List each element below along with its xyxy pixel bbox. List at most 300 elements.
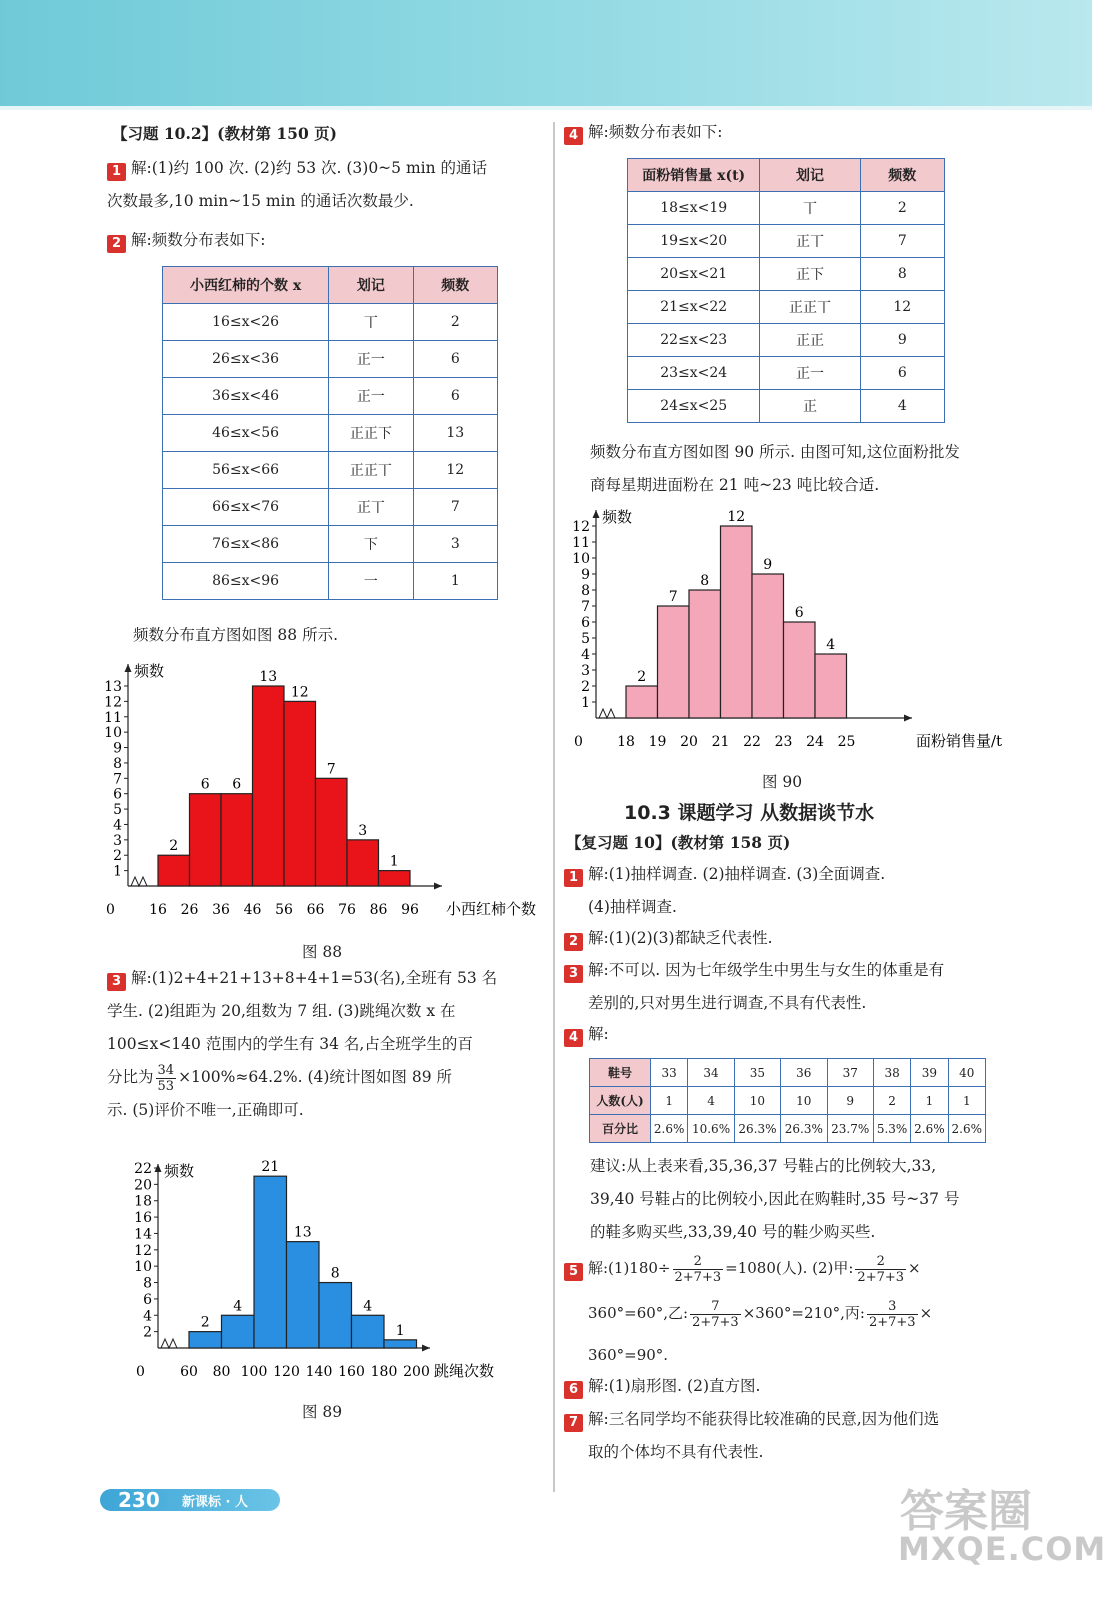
answer-text: × xyxy=(919,1304,933,1322)
y-tick-label: 6 xyxy=(581,615,590,631)
table-cell: 26.3% xyxy=(734,1115,780,1143)
table-cell: 10 xyxy=(781,1087,827,1115)
question-number-badge: 4 xyxy=(564,127,583,145)
fig90-caption: 图 90 xyxy=(762,773,803,791)
bar-value-label: 21 xyxy=(261,1159,280,1176)
table-cell: 20≤x<21 xyxy=(628,258,760,291)
table-cell: 正一 xyxy=(760,357,860,390)
table-cell: 12 xyxy=(860,291,944,324)
y-tick-label: 18 xyxy=(134,1193,152,1210)
origin-label: 0 xyxy=(136,1364,145,1380)
table-cell: 4 xyxy=(860,390,944,423)
table-row xyxy=(163,489,498,526)
table-cell: 4 xyxy=(688,1087,734,1115)
y-tick-label: 5 xyxy=(113,802,122,819)
histogram-bar xyxy=(347,840,379,886)
table-header-cell: 频数 xyxy=(860,159,944,192)
answer-text: × xyxy=(908,1259,921,1277)
review-question-4 xyxy=(564,1018,994,1051)
table-cell: 38 xyxy=(873,1059,910,1087)
answer-text: 商每星期进面粉在 21 吨~23 吨比较合适. xyxy=(590,476,880,494)
answer-text: 360°=90°. xyxy=(588,1346,669,1364)
fraction-denominator: 2+7+3 xyxy=(692,1314,739,1330)
x-tick-label: 25 xyxy=(837,734,856,750)
fraction-numerator: 34 xyxy=(157,1062,175,1078)
x-axis-arrow xyxy=(434,883,442,890)
x-tick-label: 19 xyxy=(648,734,667,750)
question-number-badge: 1 xyxy=(107,163,126,181)
origin-label: 0 xyxy=(106,902,115,918)
answer-text: 解:(1)约 100 次. (2)约 53 次. (3)0~5 min 的通话 xyxy=(131,159,488,177)
table-header-row xyxy=(163,267,498,304)
y-tick-label: 12 xyxy=(134,1242,152,1259)
table-cell: 26≤x<36 xyxy=(163,341,329,378)
y-tick-label: 10 xyxy=(104,725,122,742)
answer-text: 建议:从上表来看,35,36,37 号鞋占的比例较大,33, xyxy=(590,1157,937,1175)
x-tick-label: 46 xyxy=(243,902,262,918)
x-tick-label: 80 xyxy=(212,1364,231,1380)
table-cell: 13 xyxy=(413,415,497,452)
review-question-1 xyxy=(564,858,994,924)
y-tick-label: 6 xyxy=(113,786,122,803)
y-tick-label: 11 xyxy=(104,709,122,726)
table-cell: 2.6% xyxy=(911,1115,948,1143)
y-tick-label: 8 xyxy=(113,755,122,772)
table-cell: 12 xyxy=(413,452,497,489)
question-4 xyxy=(564,116,994,149)
y-tick-label: 22 xyxy=(134,1161,152,1177)
page-number: 230 xyxy=(118,1488,160,1512)
table-cell: 1 xyxy=(413,563,497,600)
table-cell: 21≤x<22 xyxy=(628,291,760,324)
x-tick-label: 26 xyxy=(180,902,199,918)
watermark-url: MXQE.COM xyxy=(898,1530,1106,1568)
question-number-badge: 2 xyxy=(564,933,583,951)
table-row xyxy=(590,1059,986,1087)
table-row xyxy=(628,390,945,423)
fraction xyxy=(156,1063,177,1094)
answer-text: 解:三名同学均不能获得比较准确的民意,因为他们选 xyxy=(588,1410,940,1428)
table-cell: 正 xyxy=(760,390,860,423)
table-cell: 正正丅 xyxy=(329,452,413,489)
x-tick-label: 24 xyxy=(806,734,824,750)
y-tick-label: 7 xyxy=(581,599,590,615)
question-number-badge: 6 xyxy=(564,1381,583,1399)
y-tick-label: 12 xyxy=(104,694,122,711)
table-cell: 正一 xyxy=(329,341,413,378)
table-cell: 6 xyxy=(413,341,497,378)
table-cell: 26.3% xyxy=(781,1115,827,1143)
bar-value-label: 6 xyxy=(200,776,210,793)
question-number-badge: 3 xyxy=(564,965,583,983)
question-1 xyxy=(107,152,547,218)
answer-text: 解:频数分布表如下: xyxy=(588,123,723,141)
table-cell: 22≤x<23 xyxy=(628,324,760,357)
y-tick-label: 2 xyxy=(143,1324,152,1341)
y-axis-label: 频数 xyxy=(134,662,165,680)
histogram-bar xyxy=(626,686,658,718)
fig90-intro xyxy=(590,436,1010,502)
table-cell: 36≤x<46 xyxy=(163,378,329,415)
answer-text: 解:(1)扇形图. (2)直方图. xyxy=(588,1377,761,1395)
review-question-7 xyxy=(564,1403,994,1469)
table-header-cell: 百分比 xyxy=(590,1115,651,1143)
bar-value-label: 7 xyxy=(326,761,336,778)
table-row xyxy=(628,192,945,225)
bar-value-label: 4 xyxy=(363,1298,373,1315)
y-tick-label: 16 xyxy=(134,1210,152,1227)
series-label: 新课标 · 人 xyxy=(182,1495,248,1510)
frequency-table-flour xyxy=(627,158,945,423)
x-tick-label: 96 xyxy=(401,902,419,918)
answer-text: 解:(1)180÷ xyxy=(588,1259,671,1277)
table-cell: 35 xyxy=(734,1059,780,1087)
answer-text: ×360°=210°,丙: xyxy=(742,1304,865,1322)
x-tick-label: 20 xyxy=(680,734,698,750)
y-tick-label: 5 xyxy=(581,631,590,647)
table-cell: 8 xyxy=(860,258,944,291)
table-cell: 1 xyxy=(948,1087,985,1115)
question-number-badge: 7 xyxy=(564,1414,583,1432)
answer-text: 解:不可以. 因为七年级学生中男生与女生的体重是有 xyxy=(588,961,945,979)
table-cell: 66≤x<76 xyxy=(163,489,329,526)
x-tick-label: 180 xyxy=(370,1364,398,1380)
bar-value-label: 8 xyxy=(700,573,710,589)
table-cell: 正丅 xyxy=(329,489,413,526)
histogram-bar xyxy=(158,855,190,886)
table-cell: 23.7% xyxy=(827,1115,873,1143)
fraction-numerator: 2 xyxy=(673,1254,724,1270)
bar-value-label: 12 xyxy=(727,509,746,525)
x-tick-label: 100 xyxy=(240,1364,268,1380)
y-tick-label: 13 xyxy=(104,679,122,695)
table-row xyxy=(163,452,498,489)
fig89-caption: 图 89 xyxy=(302,1403,343,1421)
histogram-bar xyxy=(352,1315,385,1348)
table-cell: 2 xyxy=(873,1087,910,1115)
answer-text: 360°=60°,乙: xyxy=(588,1304,689,1322)
bar-value-label: 2 xyxy=(169,838,179,855)
table-row xyxy=(628,357,945,390)
table-cell: 16≤x<26 xyxy=(163,304,329,341)
y-tick-label: 4 xyxy=(143,1308,152,1325)
y-tick-label: 9 xyxy=(581,567,590,583)
table-cell: 10.6% xyxy=(688,1115,734,1143)
question-number-badge: 5 xyxy=(564,1263,583,1281)
review-heading: 【复习题 10】(教材第 158 页) xyxy=(566,833,791,852)
answer-text: 39,40 号鞋占的比例较小,因此在购鞋时,35 号~37 号 xyxy=(590,1190,960,1208)
bar-value-label: 1 xyxy=(395,1322,405,1339)
table-row xyxy=(590,1115,986,1143)
review-question-2 xyxy=(564,922,994,955)
table-cell: 正正丅 xyxy=(760,291,860,324)
table-row xyxy=(628,258,945,291)
answer-text: 分比为 xyxy=(107,1068,154,1086)
histogram-bar xyxy=(752,574,784,718)
table-cell: 36 xyxy=(781,1059,827,1087)
answer-text: =1080(人). (2)甲: xyxy=(725,1259,854,1277)
fraction xyxy=(690,1299,741,1330)
bar-value-label: 13 xyxy=(293,1224,312,1241)
table-cell: 6 xyxy=(413,378,497,415)
table-cell: 2.6% xyxy=(948,1115,985,1143)
question-2 xyxy=(107,224,547,257)
table-header-row xyxy=(628,159,945,192)
table-cell: 23≤x<24 xyxy=(628,357,760,390)
histogram-bar xyxy=(189,1332,222,1348)
table-cell: 7 xyxy=(413,489,497,526)
histogram-fig88 xyxy=(100,656,540,918)
histogram-bar xyxy=(190,794,222,886)
y-tick-label: 9 xyxy=(113,740,122,757)
table-cell: 1 xyxy=(651,1087,688,1115)
table-cell: 7 xyxy=(860,225,944,258)
histogram-bar xyxy=(253,686,285,886)
bar-value-label: 12 xyxy=(290,684,309,701)
table-header-cell: 鞋号 xyxy=(590,1059,651,1087)
table-row xyxy=(628,324,945,357)
table-cell: 3 xyxy=(413,526,497,563)
y-axis-arrow xyxy=(125,664,132,672)
table-cell: 正正下 xyxy=(329,415,413,452)
fraction-numerator: 2 xyxy=(855,1254,906,1270)
bar-value-label: 7 xyxy=(668,589,678,605)
exercise-heading: 【习题 10.2】(教材第 150 页) xyxy=(112,124,337,143)
table-cell: 18≤x<19 xyxy=(628,192,760,225)
fig88-caption: 图 88 xyxy=(302,943,343,961)
bar-value-label: 4 xyxy=(826,637,836,653)
histogram-bar xyxy=(784,622,816,718)
table-cell: 33 xyxy=(651,1059,688,1087)
page-header-band xyxy=(0,0,1092,106)
table-cell: 2.6% xyxy=(651,1115,688,1143)
x-tick-label: 23 xyxy=(774,734,793,750)
table-cell: 10 xyxy=(734,1087,780,1115)
table-cell: 56≤x<66 xyxy=(163,452,329,489)
frequency-table-tomatoes xyxy=(162,266,498,600)
x-tick-label: 56 xyxy=(275,902,293,918)
histogram-bar xyxy=(689,590,721,718)
y-tick-label: 2 xyxy=(113,848,122,865)
table-row xyxy=(163,563,498,600)
table-cell: 9 xyxy=(860,324,944,357)
table-header-cell: 频数 xyxy=(413,267,497,304)
bar-value-label: 4 xyxy=(233,1298,243,1315)
histogram-fig89 xyxy=(100,1158,540,1380)
y-tick-label: 12 xyxy=(572,519,590,535)
table-cell: 正丅 xyxy=(760,225,860,258)
answer-text: 解:频数分布表如下: xyxy=(131,231,266,249)
table-header-cell: 划记 xyxy=(760,159,860,192)
table-cell: 19≤x<20 xyxy=(628,225,760,258)
answer-text: 学生. (2)组距为 20,组数为 7 组. (3)跳绳次数 x 在 xyxy=(107,1002,456,1020)
histogram-bar xyxy=(222,1315,255,1348)
y-tick-label: 2 xyxy=(581,679,590,695)
table-cell: 37 xyxy=(827,1059,873,1087)
bar-value-label: 2 xyxy=(200,1314,210,1331)
table-header-cell: 面粉销售量 x(t) xyxy=(628,159,760,192)
answer-text: 示. (5)评价不唯一,正确即可. xyxy=(107,1101,304,1119)
fraction-denominator: 2+7+3 xyxy=(674,1269,722,1285)
table-cell: 2 xyxy=(413,304,497,341)
answer-text: 解:(1)抽样调查. (2)抽样调查. (3)全面调查. xyxy=(588,865,886,883)
answer-text: 解: xyxy=(588,1025,609,1043)
question-number-badge: 4 xyxy=(564,1029,583,1047)
x-tick-label: 140 xyxy=(305,1364,333,1380)
y-tick-label: 10 xyxy=(572,551,590,567)
table-cell: 39 xyxy=(911,1059,948,1087)
bar-value-label: 2 xyxy=(637,669,647,685)
axis-break-mark xyxy=(161,1339,177,1348)
histogram-bar xyxy=(287,1242,320,1348)
y-tick-label: 8 xyxy=(143,1275,152,1292)
fraction-denominator: 2+7+3 xyxy=(857,1269,905,1285)
fraction xyxy=(673,1254,724,1285)
table-cell: 46≤x<56 xyxy=(163,415,329,452)
y-tick-label: 11 xyxy=(572,535,590,551)
origin-label: 0 xyxy=(574,734,583,750)
x-tick-label: 16 xyxy=(149,902,167,918)
y-axis-label: 频数 xyxy=(164,1162,195,1180)
answer-text: ×100%≈64.2%. (4)统计图如图 89 所 xyxy=(178,1068,452,1086)
fraction-numerator: 7 xyxy=(690,1299,741,1315)
table-cell: 正下 xyxy=(760,258,860,291)
x-tick-label: 76 xyxy=(338,902,356,918)
bar-value-label: 13 xyxy=(259,669,278,685)
fig88-intro: 频数分布直方图如图 88 所示. xyxy=(133,626,339,644)
question-number-badge: 3 xyxy=(107,973,126,991)
table-header-cell: 划记 xyxy=(329,267,413,304)
question-number-badge: 2 xyxy=(107,235,126,253)
y-axis-arrow xyxy=(593,510,600,518)
y-axis-label: 频数 xyxy=(602,508,633,526)
answer-text: 解:(1)2+4+21+13+8+4+1=53(名),全班有 53 名 xyxy=(131,969,498,987)
answer-text: 频数分布直方图如图 90 所示. 由图可知,这位面粉批发 xyxy=(590,443,960,461)
review-question-6 xyxy=(564,1370,994,1403)
bar-value-label: 3 xyxy=(358,822,368,839)
histogram-bar xyxy=(815,654,847,718)
bar-value-label: 8 xyxy=(330,1265,340,1282)
table-cell: 5.3% xyxy=(873,1115,910,1143)
column-divider xyxy=(553,122,555,1492)
fraction xyxy=(855,1254,906,1285)
table-cell: 9 xyxy=(827,1087,873,1115)
y-tick-label: 1 xyxy=(113,863,122,880)
y-tick-label: 10 xyxy=(134,1259,152,1276)
x-tick-label: 60 xyxy=(180,1364,198,1380)
y-tick-label: 4 xyxy=(581,647,590,663)
y-tick-label: 3 xyxy=(581,663,590,679)
y-tick-label: 20 xyxy=(134,1177,152,1194)
table-row xyxy=(163,526,498,563)
x-tick-label: 86 xyxy=(369,902,388,918)
table-cell: 丅 xyxy=(329,304,413,341)
y-tick-label: 7 xyxy=(113,771,122,788)
fraction-denominator: 2+7+3 xyxy=(868,1314,916,1330)
table-row xyxy=(590,1087,986,1115)
y-tick-label: 4 xyxy=(113,817,122,834)
y-tick-label: 8 xyxy=(581,583,590,599)
answer-text: 取的个体均不具有代表性. xyxy=(588,1443,764,1461)
section-title: 10.3 课题学习 从数据谈节水 xyxy=(624,802,875,824)
histogram-fig90 xyxy=(572,502,1003,750)
fraction-denominator: 53 xyxy=(157,1078,175,1094)
table-cell: 34 xyxy=(688,1059,734,1087)
review-question-3 xyxy=(564,954,994,1020)
histogram-bar xyxy=(319,1283,352,1348)
y-tick-label: 6 xyxy=(143,1291,152,1308)
shoe-size-table xyxy=(589,1058,986,1143)
x-tick-label: 200 xyxy=(403,1364,430,1380)
bar-value-label: 6 xyxy=(794,605,804,621)
x-tick-label: 66 xyxy=(306,902,325,918)
watermark-logo: 答案圈 xyxy=(900,1486,1032,1537)
bar-value-label: 9 xyxy=(763,557,773,573)
histogram-bar xyxy=(316,778,348,886)
table-cell: 76≤x<86 xyxy=(163,526,329,563)
y-tick-label: 14 xyxy=(134,1226,152,1243)
x-axis-label: 跳绳次数 xyxy=(434,1362,495,1380)
answer-text: 100≤x<140 范围内的学生有 34 名,占全班学生的百 xyxy=(107,1035,473,1053)
histogram-bar xyxy=(221,794,253,886)
axis-break-mark xyxy=(599,709,615,718)
x-tick-label: 21 xyxy=(711,734,730,750)
x-tick-label: 22 xyxy=(743,734,761,750)
x-tick-label: 120 xyxy=(273,1364,300,1380)
histogram-bar xyxy=(721,526,753,718)
table-cell: 86≤x<96 xyxy=(163,563,329,600)
table-cell: 下 xyxy=(329,526,413,563)
table-header-cell: 小西红柿的个数 x xyxy=(163,267,329,304)
answer-text: 差别的,只对男生进行调查,不具有代表性. xyxy=(588,994,867,1012)
question-number-badge: 1 xyxy=(564,869,583,887)
table-cell: 6 xyxy=(860,357,944,390)
bar-value-label: 1 xyxy=(389,853,399,870)
answer-text: 的鞋多购买些,33,39,40 号的鞋少购买些. xyxy=(590,1223,876,1241)
table-cell: 24≤x<25 xyxy=(628,390,760,423)
histogram-bar xyxy=(658,606,690,718)
y-tick-label: 3 xyxy=(113,832,122,849)
axis-break-mark xyxy=(131,877,147,886)
table-cell: 丅 xyxy=(760,192,860,225)
table-cell: 正正 xyxy=(760,324,860,357)
table-header-cell: 人数(人) xyxy=(590,1087,651,1115)
table-row xyxy=(628,291,945,324)
table-cell: 正一 xyxy=(329,378,413,415)
table-row xyxy=(628,225,945,258)
y-tick-label: 1 xyxy=(581,695,590,711)
shoe-suggestion xyxy=(590,1150,1010,1249)
x-tick-label: 36 xyxy=(212,902,230,918)
fraction-numerator: 3 xyxy=(867,1299,918,1315)
answer-text: (4)抽样调查. xyxy=(588,898,677,916)
table-cell: 40 xyxy=(948,1059,985,1087)
histogram-bar xyxy=(379,871,411,886)
table-cell: 2 xyxy=(860,192,944,225)
table-cell: 1 xyxy=(911,1087,948,1115)
table-row xyxy=(163,341,498,378)
histogram-bar xyxy=(254,1176,287,1348)
review-question-5 xyxy=(564,1248,1004,1370)
table-row xyxy=(163,378,498,415)
question-3 xyxy=(107,962,547,1127)
x-tick-label: 18 xyxy=(617,734,635,750)
x-axis-arrow xyxy=(904,715,912,722)
bar-value-label: 6 xyxy=(232,776,242,793)
answer-text: 次数最多,10 min~15 min 的通话次数最少. xyxy=(107,192,414,210)
answer-text: 解:(1)(2)(3)都缺乏代表性. xyxy=(588,929,773,947)
table-cell: 一 xyxy=(329,563,413,600)
